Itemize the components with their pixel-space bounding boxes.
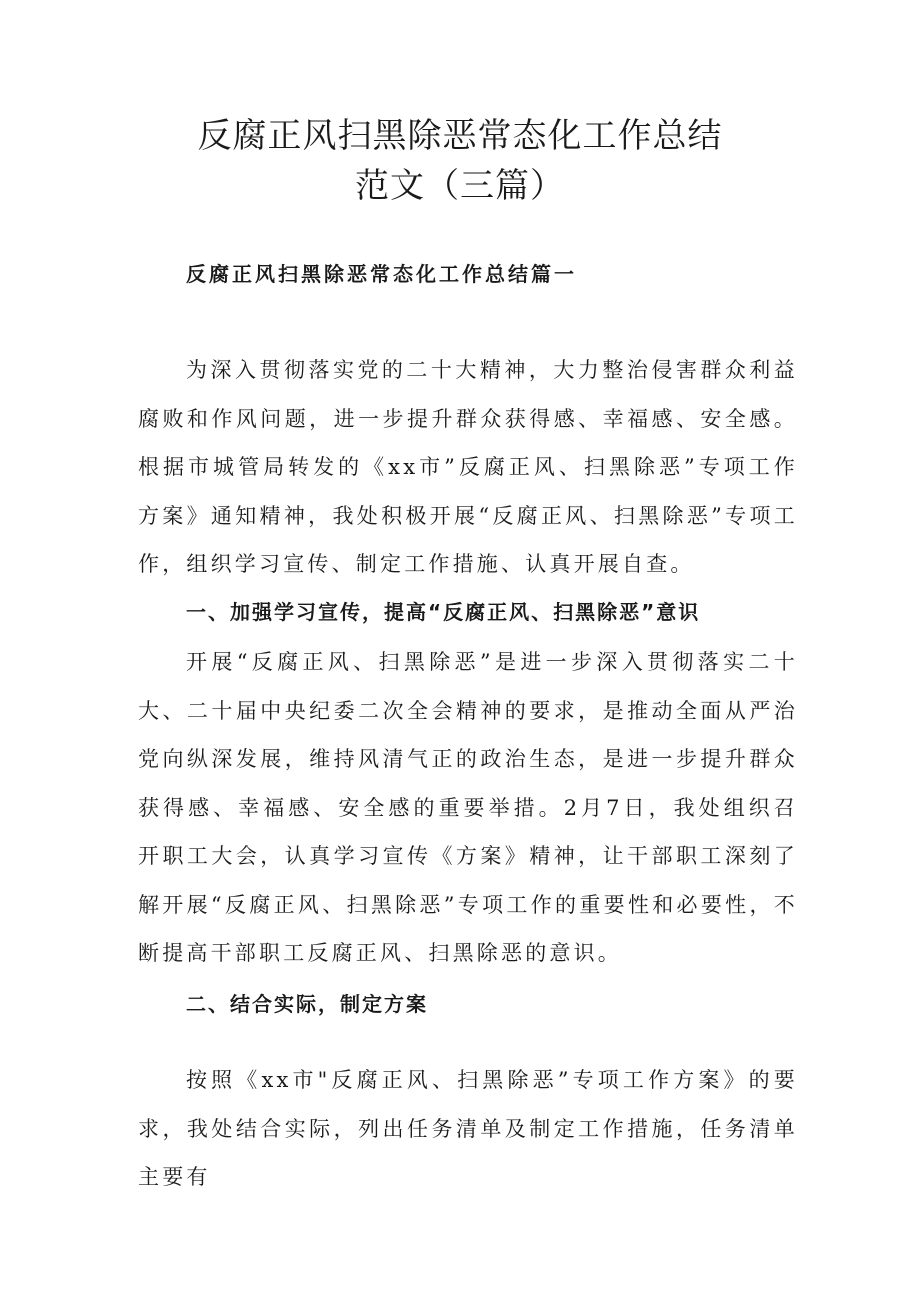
body-paragraph-1: 为深入贯彻落实党的二十大精神，大力整治侵害群众利益腐败和作风问题，进一步提升群众获得感、幸福感、安全感。根据市城管局转发的《xx市”反腐正风、扫黑除恶”专项工作方案》通知精神，我处积极开展“反腐正风、扫黑除恶”专项工作，组织学习宣传、制定工作措施、认真开展自查。 — [138, 358, 798, 576]
section-heading: 反腐正风扫黑除恶常态化工作总结篇一 — [186, 262, 577, 286]
subheading-1: 一、加强学习宣传，提高“反腐正风、扫黑除恶”意识 — [186, 600, 701, 624]
body-paragraph-3: 按照《xx市"反腐正风、扫黑除恶”专项工作方案》的要求，我处结合实际，列出任务清单及制定工作措施，任务清单主要有 — [138, 1068, 798, 1189]
document-title-line-2: 范文（三篇） — [355, 166, 565, 206]
subheading-2: 二、结合实际，制定方案 — [186, 992, 428, 1016]
body-paragraph-2: 开展“反腐正风、扫黑除恶”是进一步深入贯彻落实二十大、二十届中央纪委二次全会精神的要求，是推动全面从严治党向纵深发展，维持风清气正的政治生态，是进一步提升群众获得感、幸福感、安全感的重要举措。2月7日，我处组织召开职工大会，认真学习宣传《方案》精神，让干部职工深刻了解开展“反腐正风、扫黑除恶”专项工作的重要性和必要性，不断提高干部职工反腐正风、扫黑除恶的意识。 — [138, 650, 798, 965]
document-title-line-1: 反腐正风扫黑除恶常态化工作总结 — [197, 116, 723, 156]
